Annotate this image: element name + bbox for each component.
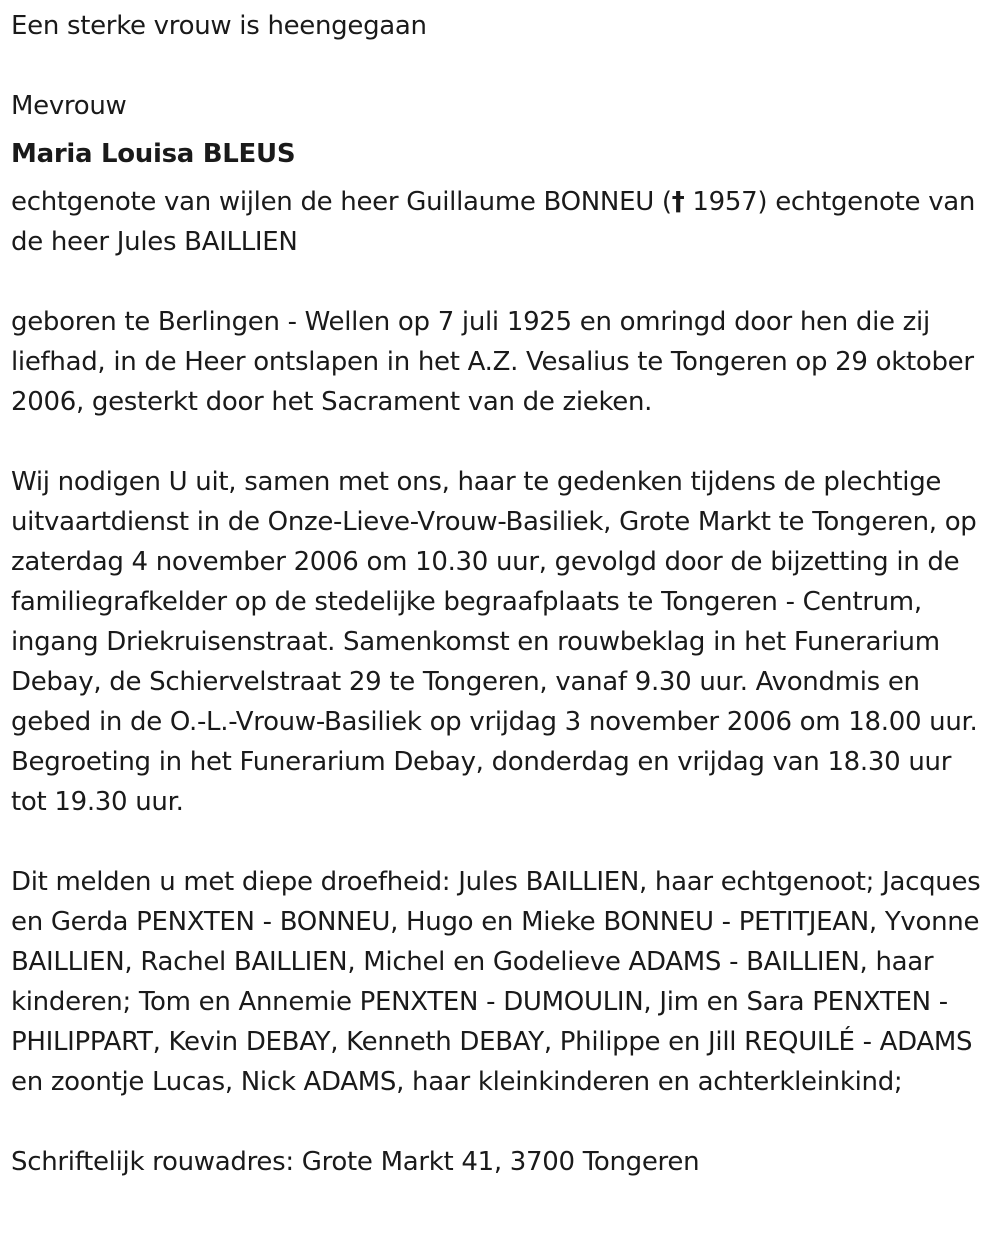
cross-icon: † <box>671 187 685 217</box>
salutation: Mevrouw <box>11 91 127 121</box>
family-paragraph: Dit melden u met diepe droefheid: Jules BAILLIEN, haar echtgenoot; Jacques en Gerda PENXTEN - BONNEU, Hugo en Mieke BONNEU - PETITJEAN, Yvonne BAILLIEN, Rachel BAILLIEN, Michel en Godelieve ADAMS - BAILLIEN, haar kinderen; Tom en Annemie PENXTEN - DUMOULIN, Jim en Sara PENXTEN - PHILIPPART, Kevin DEBAY, Kenneth DEBAY, Philippe en Jill REQUILÉ - ADAMS en zoontje Lucas, Nick ADAMS, haar kleinkinderen en achterkleinkind; <box>11 867 981 1097</box>
spacer <box>11 822 986 862</box>
spacer <box>11 1102 986 1142</box>
birth-death-paragraph: geboren te Berlingen - Wellen op 7 juli 1925 en omringd door hen die zij liefhad, in de Heer ontslapen in het A.Z. Vesalius te Tongeren op 29 oktober 2006, gesterkt door het Sacrament van de zieken. <box>11 307 974 417</box>
spouse-info <box>11 182 986 262</box>
spacer <box>11 422 986 462</box>
spouse-text-pre: echtgenote van wijlen de heer Guillaume BONNEU ( <box>11 187 672 217</box>
obituary-notice <box>11 6 986 1182</box>
spacer <box>11 262 986 302</box>
deceased-name: Maria Louisa BLEUS <box>11 139 296 169</box>
headline: Een sterke vrouw is heengegaan <box>11 11 427 41</box>
spacer <box>11 46 986 86</box>
funeral-paragraph: Wij nodigen U uit, samen met ons, haar te gedenken tijdens de plechtige uitvaartdienst in de Onze-Lieve-Vrouw-Basiliek, Grote Markt te Tongeren, op zaterdag 4 november 2006 om 10.30 uur, gevolgd door de bijzetting in de familiegrafkelder op de stedelijke begraafplaats te Tongeren - Centrum, ingang Driekruisenstraat. Samenkomst en rouwbeklag in het Funerarium Debay, de Schiervelstraat 29 te Tongeren, vanaf 9.30 uur. Avondmis en gebed in de O.-L.-Vrouw-Basiliek op vrijdag 3 november 2006 om 18.00 uur. Begroeting in het Funerarium Debay, donderdag en vrijdag van 18.30 uur tot 19.30 uur. <box>11 467 978 817</box>
condolence-address: Schriftelijk rouwadres: Grote Markt 41, 3700 Tongeren <box>11 1147 700 1177</box>
spouse-text-post: 1957) echtgenote van de heer Jules BAILLIEN <box>11 187 976 257</box>
